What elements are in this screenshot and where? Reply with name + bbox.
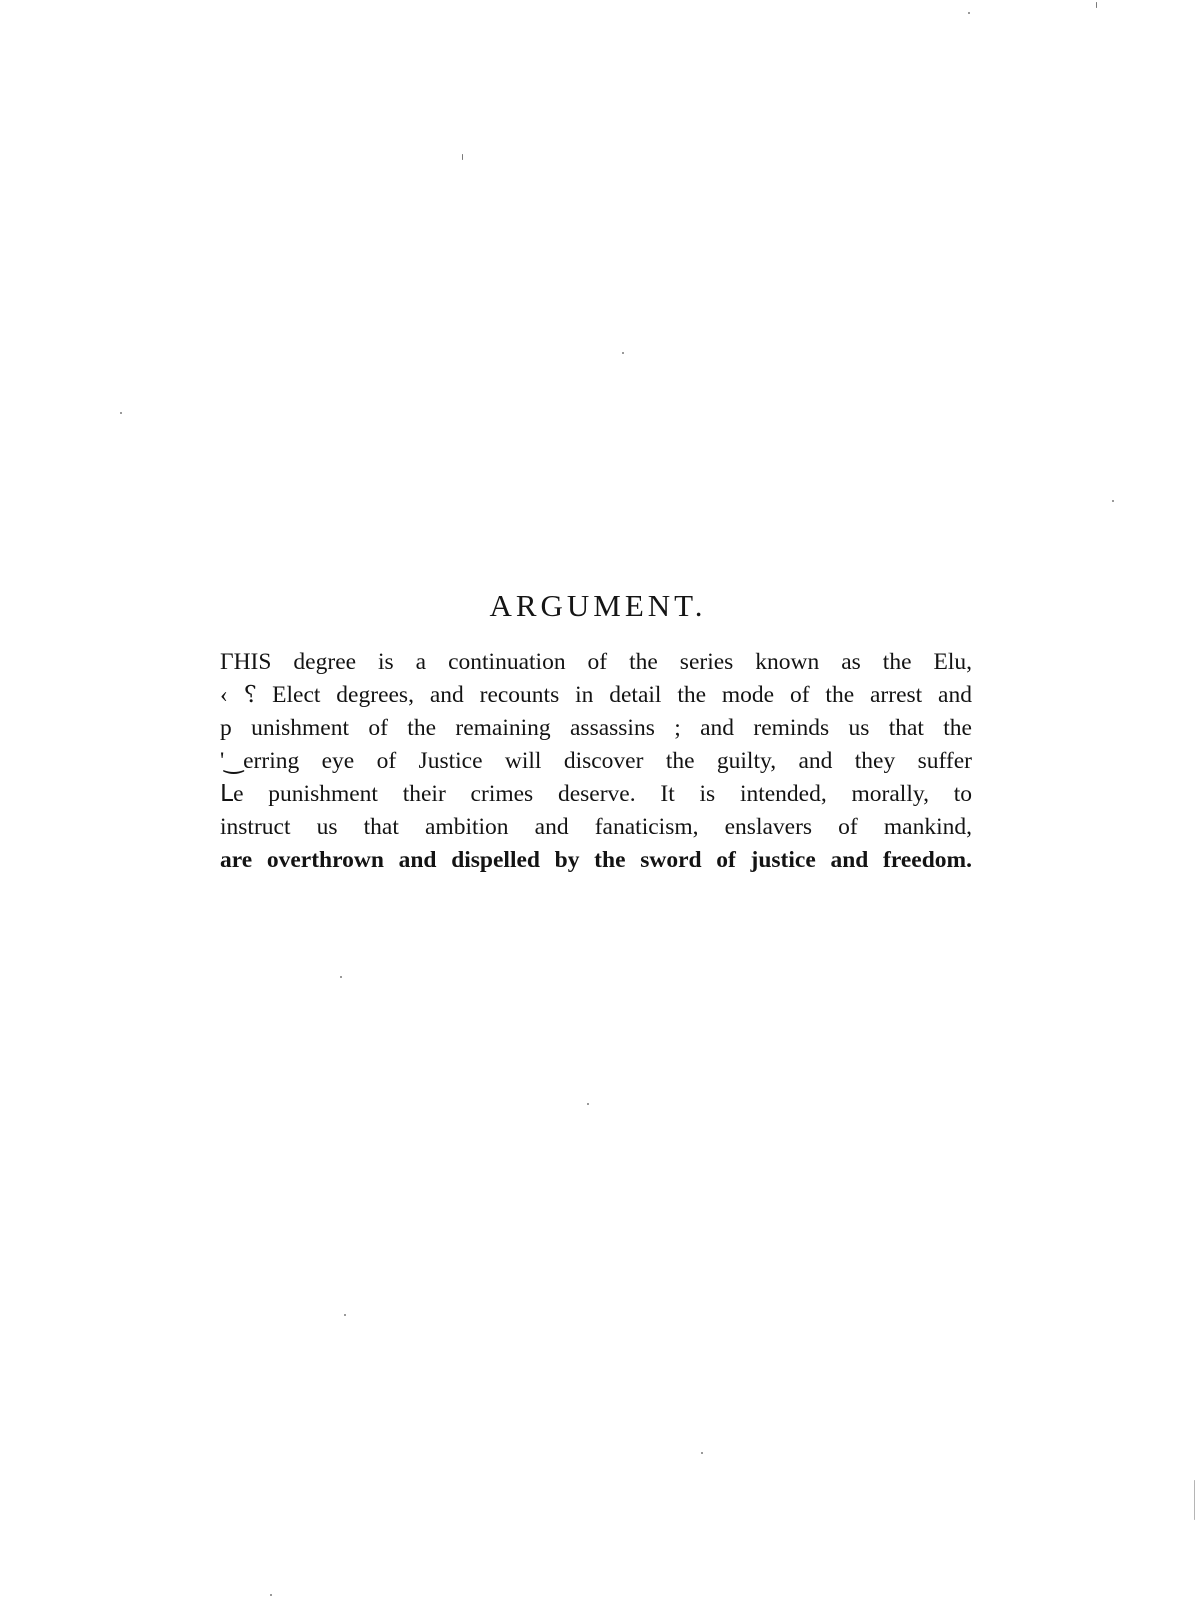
scan-speck <box>701 1452 703 1454</box>
scan-speck <box>1194 1480 1195 1520</box>
scan-speck <box>587 1103 589 1105</box>
scan-speck <box>120 412 122 414</box>
scan-speck <box>344 1314 346 1316</box>
page-heading: ARGUMENT. <box>489 588 707 623</box>
paragraph-line: instruct us that ambition and fanaticism, enslavers of mankind, <box>220 814 972 840</box>
scan-speck <box>968 12 970 14</box>
paragraph-line: ‹ ⸮ Elect degrees, and recounts in detail the mode of the arrest and <box>220 682 972 708</box>
scan-speck <box>270 1594 272 1596</box>
argument-paragraph <box>220 646 972 877</box>
paragraph-line: are overthrown and dispelled by the sword of justice and freedom. <box>220 847 972 873</box>
scan-speck <box>340 976 342 978</box>
paragraph-line: p unishment of the remaining assassins ; and reminds us that the <box>220 715 972 741</box>
paragraph-line: '‿erring eye of Justice will discover the guilty, and they suffer <box>220 748 972 774</box>
scan-speck <box>622 352 624 354</box>
scan-speck <box>1096 2 1097 8</box>
scan-speck <box>462 154 463 160</box>
paragraph-line: ГHIS degree is a continuation of the series known as the Elu, <box>220 649 972 675</box>
scan-speck <box>1112 500 1114 502</box>
paragraph-line: ᒪe punishment their crimes deserve. It is intended, morally, to <box>220 781 972 807</box>
